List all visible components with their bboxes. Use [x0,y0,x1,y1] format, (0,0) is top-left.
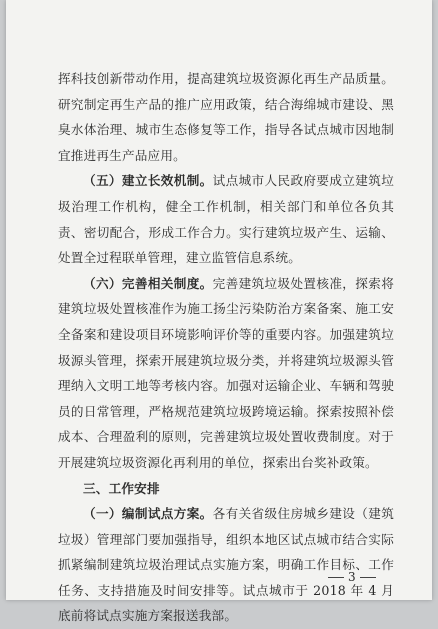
paragraph-heading: （五）建立长效机制。 [83,173,213,189]
paragraph-related-systems [58,271,394,476]
paragraph-heading: （六）完善相关制度。 [83,275,213,291]
paragraph-text: 各有关省级住房城乡建设（建筑垃圾）管理部门要加强指导，组织本地区试点城市结合实际抓紧编制建筑垃圾治理试点实施方案，明确工作目标、工作任务、支持措施及时间安排等。试点城市于 2018 年 4 月底前将试点实施方案报送我部。 [58,506,394,624]
paragraph-pilot-plan [58,501,394,629]
paragraph-text: 完善建筑垃圾处置核准，探索将建筑垃圾处置核准作为施工扬尘污染防治方案备案、施工安全备案和建设项目环境影响评价等的重要内容。加强建筑垃圾源头管理，探索开展建筑垃圾分类，并将建筑垃圾源头管理纳入文明工地等考核内容。加强对运输企业、车辆和驾驶员的日常管理，严格规范建筑垃圾跨境运输。探索按照补偿成本、合理盈利的原则，完善建筑垃圾处置收费制度。对于开展建筑垃圾资源化再利用的单位，探索出台奖补政策。 [58,275,394,470]
section-heading: 三、工作安排 [83,480,160,496]
paragraph-heading: （一）编制试点方案。 [83,506,213,522]
document-body [58,66,394,629]
paragraph-long-term-mechanism [58,168,394,270]
document-page [6,0,432,624]
paragraph-text: 试点城市人民政府要成立建筑垃圾治理工作机构，健全工作机制，相关部门和单位各负其责、密切配合，形成工作合力。实行建筑垃圾产生、运输、处置全过程联单管理，建立监管信息系统。 [58,173,394,266]
page-number [324,570,380,584]
paragraph-continuation: 挥科技创新带动作用，提高建筑垃圾资源化再生产品质量。研究制定再生产品的推广应用政策，结合海绵城市建设、黑臭水体治理、城市生态修复等工作，指导各试点城市因地制宜推进再生产品应用。 [58,71,394,163]
page-number-dash-left [328,577,344,578]
page-number-value: 3 [348,570,356,584]
page-number-dash-right [360,577,376,578]
